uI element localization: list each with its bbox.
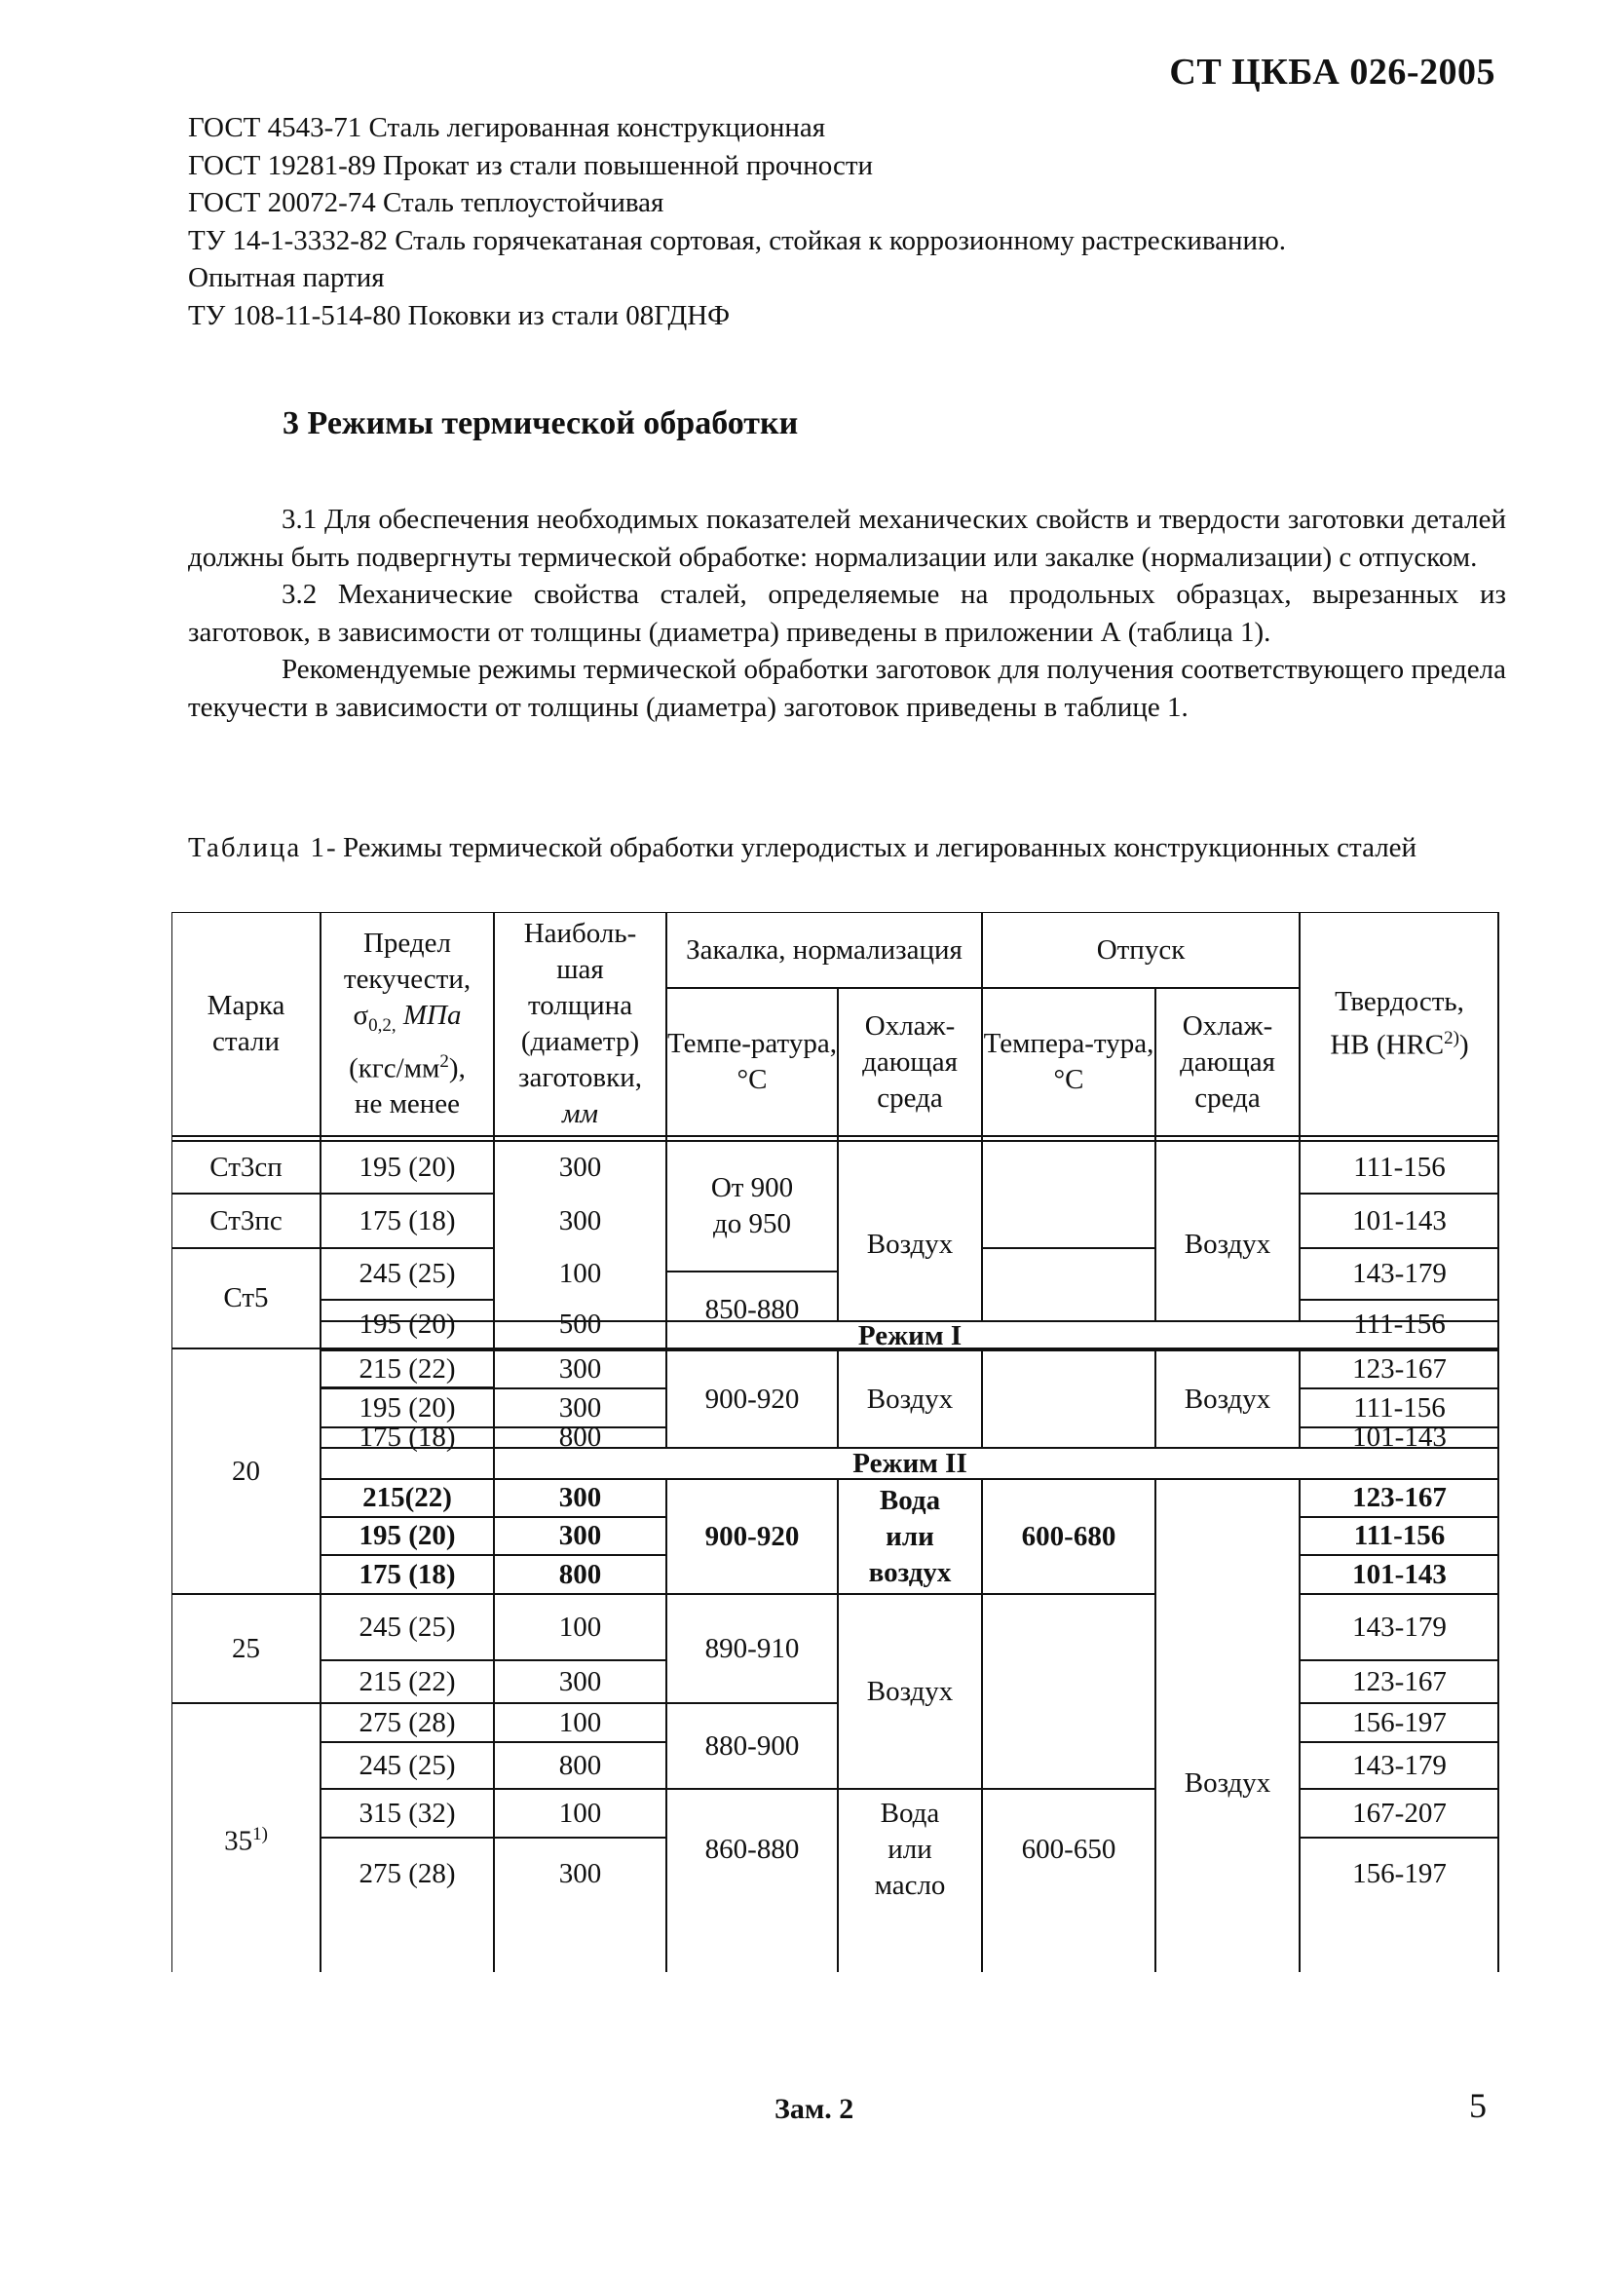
grade-cell: 25 <box>232 1632 260 1664</box>
grade-cell: 20 <box>232 1455 260 1487</box>
header-quench-temp: Темпе-ратура, °С <box>667 1028 837 1095</box>
temper-medium-cell: Воздух <box>1184 1383 1271 1415</box>
grade-value: 35 <box>224 1825 253 1857</box>
paragraph: Рекомендуемые режимы термической обработки заготовок для получения соответствующего предела текучести в зависимости от толщины (диаметра) заготовок приведены в таблице 1. <box>188 654 1506 723</box>
quench-temp-cell: 880-900 <box>704 1729 800 1762</box>
thickness-cell: 100 <box>558 1611 602 1643</box>
thickness-cell: 500 <box>558 1308 602 1340</box>
reference-item: ТУ 14-1-3332-82 Сталь горячекатаная сортовая, стойкая к коррозионному растрескиванию. <box>188 224 1286 256</box>
hardness-cell: 143-179 <box>1352 1749 1447 1781</box>
thickness-cell: 100 <box>558 1706 602 1738</box>
footnote-ref: 2) <box>1444 1028 1459 1049</box>
hardness-cell: 156-197 <box>1352 1706 1447 1738</box>
reference-item: ГОСТ 19281-89 Прокат из стали повышенной прочности <box>188 149 874 181</box>
thickness-cell: 300 <box>558 1858 602 1889</box>
hardness-cell: 123-167 <box>1352 1482 1447 1513</box>
section-body <box>188 501 1506 726</box>
header-quench-group: Закалка, нормализация <box>686 933 963 966</box>
unit-close: ), <box>448 1052 466 1084</box>
thickness-cell: 300 <box>558 1520 602 1551</box>
reference-item: ГОСТ 20072-74 Сталь теплоустойчивая <box>188 187 664 218</box>
yield-cell: 195 (20) <box>359 1308 456 1340</box>
table-caption-text: - Режимы термической обработки углеродистых и легированных конструкционных сталей <box>326 832 1417 863</box>
quench-temp-cell <box>666 1141 838 1272</box>
grade-cell: Ст5 <box>223 1282 269 1313</box>
reference-list <box>188 109 1513 334</box>
unit-mpa: МПа <box>402 999 462 1031</box>
yield-cell: 195 (20) <box>359 1520 456 1551</box>
page-number: 5 <box>1469 2086 1487 2125</box>
hardness-cell: 111-156 <box>1353 1151 1446 1183</box>
yield-cell: 315 (32) <box>359 1797 456 1829</box>
header-thickness-unit: мм <box>561 1098 598 1129</box>
hardness-cell: 101-143 <box>1352 1558 1447 1590</box>
section-title: 3 Режимы термической обработки <box>283 405 799 441</box>
unit-kgf: (кгс/мм <box>349 1052 440 1084</box>
hardness-cell: 111-156 <box>1353 1391 1446 1424</box>
sigma-subscript: 0,2, <box>368 1014 397 1036</box>
header-thickness <box>494 912 666 1136</box>
hardness-cell: 143-179 <box>1352 1258 1447 1289</box>
hardness-cell: 167-207 <box>1352 1797 1447 1829</box>
paragraph: 3.2 Механические свойства сталей, определяемые на продольных образцах, вырезанных из заготовок, в зависимости от толщины (диаметра) приведены в приложении А (таблица 1). <box>188 579 1506 648</box>
yield-cell: 215(22) <box>362 1482 452 1513</box>
thickness-cell: 300 <box>558 1665 602 1697</box>
reference-item: Опытная партия <box>188 262 385 293</box>
header-temper-group: Отпуск <box>1096 933 1186 966</box>
hardness-cell: 111-156 <box>1353 1520 1446 1551</box>
header-hardness-text: Твердость, НВ (HRC <box>1330 986 1464 1061</box>
grade-cell: Ст3сп <box>209 1151 283 1183</box>
quench-medium-cell <box>838 1479 982 1594</box>
quench-temp-cell: 890-910 <box>704 1632 800 1664</box>
regime-label: Режим II <box>852 1447 967 1479</box>
quench-medium-cell <box>838 1789 982 1911</box>
yield-cell: 245 (25) <box>359 1611 456 1643</box>
quench-medium-cell: Воздух <box>866 1383 954 1415</box>
yield-cell: 175 (18) <box>359 1422 456 1453</box>
hardness-cell: 143-179 <box>1352 1611 1447 1643</box>
quench-temp-cell: 900-920 <box>704 1520 800 1552</box>
table-caption <box>188 830 1416 865</box>
hardness-cell: 101-143 <box>1352 1422 1447 1453</box>
hardness-cell: 111-156 <box>1353 1308 1446 1340</box>
grade-cell <box>171 1703 321 1972</box>
regime-label: Режим I <box>857 1319 963 1351</box>
grade-cell: Ст3пс <box>209 1204 283 1236</box>
thickness-cell: 300 <box>558 1151 602 1183</box>
quench-medium-cell: Воздух <box>866 1675 954 1707</box>
reference-item: ТУ 108-11-514-80 Поковки из стали 08ГДНФ <box>188 299 731 331</box>
thickness-cell: 300 <box>558 1482 602 1513</box>
sigma-symbol: σ <box>353 999 369 1031</box>
quench-temp-value: От 900 до 950 <box>710 1172 794 1239</box>
header-yield-symbol <box>354 998 462 1044</box>
table-caption-label: Таблица 1 <box>188 832 327 863</box>
quench-temp-cell: 860-880 <box>704 1834 800 1865</box>
yield-cell: 175 (18) <box>359 1204 456 1236</box>
yield-cell: 195 (20) <box>359 1391 456 1424</box>
heat-treatment-table <box>171 912 1499 1972</box>
header-yield-kgf <box>349 1044 466 1087</box>
header-yield <box>321 912 494 1136</box>
change-notice: Зам. 2 <box>774 2093 854 2125</box>
thickness-cell: 800 <box>558 1558 602 1590</box>
header-temper-medium: Охлаж-дающая среда <box>1180 1009 1275 1114</box>
reference-item: ГОСТ 4543-71 Сталь легированная конструкционная <box>188 112 826 143</box>
yield-cell: 215 (22) <box>359 1665 456 1697</box>
yield-cell: 215 (22) <box>359 1353 456 1385</box>
thickness-cell: 100 <box>558 1797 602 1829</box>
yield-cell: 245 (25) <box>359 1258 456 1289</box>
thickness-cell: 300 <box>558 1353 602 1385</box>
quench-temp-cell: 850-880 <box>704 1294 800 1325</box>
quench-temp-cell: 900-920 <box>704 1383 800 1415</box>
temper-medium-cell: Воздух <box>1184 1229 1271 1260</box>
paragraph: 3.1 Для обеспечения необходимых показателей механических свойств и твердости заготовки деталей должны быть подвергнуты термической обработке: нормализации или закалке (нормализации) с отпуском. <box>188 504 1506 573</box>
quench-medium-cell: Воздух <box>866 1229 954 1260</box>
quench-medium-value: Вода или воздух <box>868 1484 952 1588</box>
header-hardness-close: ) <box>1458 1029 1469 1061</box>
yield-cell: 275 (28) <box>359 1706 456 1738</box>
hardness-cell: 123-167 <box>1352 1665 1447 1697</box>
yield-cell: 195 (20) <box>359 1151 456 1183</box>
thickness-cell: 100 <box>558 1258 602 1289</box>
header-yield-min: не менее <box>354 1088 461 1120</box>
document-code: СТ ЦКБА 026-2005 <box>1169 52 1495 93</box>
temper-medium-cell: Воздух <box>1184 1766 1271 1799</box>
header-quench-medium: Охлаж-дающая среда <box>862 1009 958 1114</box>
hardness-cell: 101-143 <box>1352 1204 1447 1236</box>
header-temper-temp: Темпера-тура, °С <box>983 1028 1154 1095</box>
yield-cell: 275 (28) <box>359 1858 456 1889</box>
footnote-ref: 1) <box>252 1823 268 1844</box>
header-grade: Марка стали <box>207 990 285 1057</box>
temper-temp-cell: 600-650 <box>1021 1834 1116 1865</box>
yield-cell: 245 (25) <box>359 1749 456 1781</box>
header-hardness <box>1300 912 1499 1136</box>
hardness-cell: 123-167 <box>1352 1353 1447 1385</box>
yield-cell: 175 (18) <box>359 1558 456 1590</box>
thickness-cell: 800 <box>558 1422 602 1453</box>
hardness-cell: 156-197 <box>1352 1858 1447 1889</box>
quench-medium-value: Вода или масло <box>874 1798 946 1901</box>
thickness-cell: 300 <box>558 1391 602 1424</box>
header-yield-line: Предел текучести, <box>343 927 472 995</box>
thickness-cell: 800 <box>558 1749 602 1781</box>
header-thickness-text: Наиболь-шая толщина (диаметр) заготовки, <box>518 918 642 1093</box>
thickness-cell: 300 <box>558 1204 602 1236</box>
temper-temp-cell: 600-680 <box>1021 1520 1116 1552</box>
superscript: 2 <box>439 1050 449 1072</box>
